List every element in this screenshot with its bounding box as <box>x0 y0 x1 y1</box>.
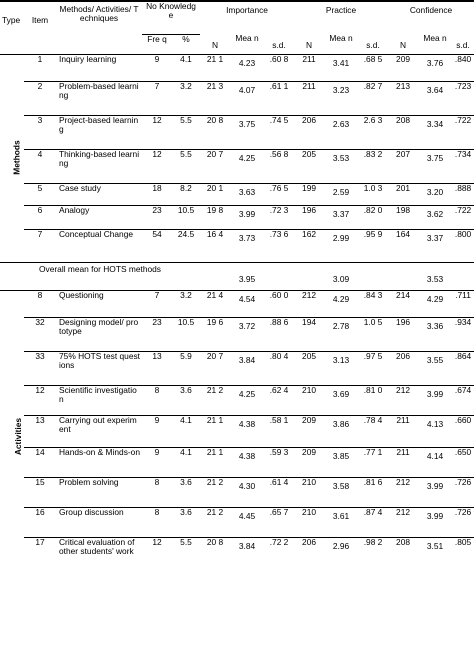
item-number: 17 <box>24 537 56 584</box>
importance-n-cell: 19 8 <box>200 205 230 229</box>
confidence-mean-cell: 4.14 <box>418 447 452 477</box>
practice-mean-cell: 2.59 <box>324 183 358 205</box>
confidence-mean-cell: 3.55 <box>418 351 452 385</box>
practice-n-cell: 211 <box>294 81 324 115</box>
table-row <box>0 229 474 262</box>
importance-n-cell: 20 7 <box>200 351 230 385</box>
practice-n-cell: 194 <box>294 317 324 351</box>
confidence-sd-cell: .734 <box>452 149 474 183</box>
item-number: 3 <box>24 115 56 149</box>
pct-cell: 24.5 <box>172 229 200 262</box>
freq-cell: 8 <box>142 385 172 415</box>
pct-cell: 5.9 <box>172 351 200 385</box>
practice-mean-cell: 3.61 <box>324 507 358 537</box>
importance-sd-cell: .76 5 <box>264 183 294 205</box>
technique-label: Carrying out experiment <box>56 415 142 447</box>
confidence-n-cell: 201 <box>388 183 418 205</box>
practice-sd-cell: 1.0 5 <box>358 317 388 351</box>
freq-cell: 23 <box>142 317 172 351</box>
freq-cell: 9 <box>142 447 172 477</box>
item-number: 5 <box>24 183 56 205</box>
practice-n-cell: 206 <box>294 537 324 584</box>
practice-n-cell: 212 <box>294 290 324 317</box>
overall-blank <box>264 262 294 290</box>
overall-row <box>0 262 474 290</box>
importance-sd-cell: .60 8 <box>264 54 294 81</box>
header-pra-mean: Mea n <box>329 34 353 43</box>
importance-sd-cell: .72 3 <box>264 205 294 229</box>
activities-label-text: Activities <box>13 417 24 455</box>
confidence-mean-cell: 3.99 <box>418 477 452 507</box>
practice-n-cell: 210 <box>294 507 324 537</box>
overall-practice-mean: 3.09 <box>324 262 358 290</box>
confidence-n-cell: 207 <box>388 149 418 183</box>
pct-cell: 3.2 <box>172 290 200 317</box>
item-number: 4 <box>24 149 56 183</box>
practice-sd-cell: .82 0 <box>358 205 388 229</box>
table-row <box>0 54 474 81</box>
importance-mean-cell: 3.75 <box>230 115 264 149</box>
confidence-sd-cell: .650 <box>452 447 474 477</box>
pct-cell: 5.5 <box>172 537 200 584</box>
pct-cell: 5.5 <box>172 149 200 183</box>
importance-mean-cell: 4.45 <box>230 507 264 537</box>
practice-mean-cell: 3.53 <box>324 149 358 183</box>
header-pra-sd: s.d. <box>366 40 380 50</box>
table-row <box>0 115 474 149</box>
overall-blank <box>294 262 324 290</box>
practice-sd-cell: .68 5 <box>358 54 388 81</box>
practice-mean-cell: 3.13 <box>324 351 358 385</box>
confidence-sd-cell: .800 <box>452 229 474 262</box>
practice-n-cell: 196 <box>294 205 324 229</box>
technique-label: Project-based learning <box>56 115 142 149</box>
confidence-n-cell: 212 <box>388 477 418 507</box>
practice-n-cell: 205 <box>294 351 324 385</box>
importance-sd-cell: .72 2 <box>264 537 294 584</box>
item-number: 14 <box>24 447 56 477</box>
table-row <box>0 385 474 415</box>
practice-sd-cell: .87 4 <box>358 507 388 537</box>
practice-mean-cell: 3.58 <box>324 477 358 507</box>
practice-sd-cell: .97 5 <box>358 351 388 385</box>
activities-group-label <box>0 417 24 455</box>
methods-group-cell <box>0 54 24 262</box>
practice-n-cell: 210 <box>294 385 324 415</box>
technique-label: 75% HOTS test questions <box>56 351 142 385</box>
importance-sd-cell: .59 3 <box>264 447 294 477</box>
item-number: 13 <box>24 415 56 447</box>
technique-label: Designing model/ prototype <box>56 317 142 351</box>
confidence-mean-cell: 3.64 <box>418 81 452 115</box>
practice-sd-cell: 1.0 3 <box>358 183 388 205</box>
item-number: 8 <box>24 290 56 317</box>
header-confidence: Confidence <box>388 1 474 34</box>
importance-mean-cell: 4.38 <box>230 415 264 447</box>
freq-cell: 13 <box>142 351 172 385</box>
confidence-mean-cell: 3.20 <box>418 183 452 205</box>
item-number: 32 <box>24 317 56 351</box>
confidence-sd-cell: .726 <box>452 477 474 507</box>
freq-cell: 12 <box>142 115 172 149</box>
practice-sd-cell: .78 4 <box>358 415 388 447</box>
overall-confidence-mean: 3.53 <box>418 262 452 290</box>
importance-n-cell: 21 4 <box>200 290 230 317</box>
header-pra-n: N <box>306 40 313 50</box>
practice-sd-cell: .84 3 <box>358 290 388 317</box>
confidence-mean-cell: 4.29 <box>418 290 452 317</box>
table-row <box>0 205 474 229</box>
practice-mean-cell: 2.78 <box>324 317 358 351</box>
confidence-sd-cell: .660 <box>452 415 474 447</box>
pct-cell: 3.6 <box>172 477 200 507</box>
importance-mean-cell: 4.23 <box>230 54 264 81</box>
freq-cell: 9 <box>142 54 172 81</box>
importance-mean-cell: 4.30 <box>230 477 264 507</box>
practice-n-cell: 211 <box>294 54 324 81</box>
practice-sd-cell: .82 7 <box>358 81 388 115</box>
importance-n-cell: 21 2 <box>200 385 230 415</box>
practice-sd-cell: .77 1 <box>358 447 388 477</box>
practice-n-cell: 210 <box>294 477 324 507</box>
confidence-mean-cell: 3.75 <box>418 149 452 183</box>
importance-mean-cell: 3.99 <box>230 205 264 229</box>
confidence-n-cell: 209 <box>388 54 418 81</box>
table-row <box>0 537 474 584</box>
item-number: 2 <box>24 81 56 115</box>
technique-label: Problem solving <box>56 477 142 507</box>
practice-n-cell: 205 <box>294 149 324 183</box>
practice-mean-cell: 3.23 <box>324 81 358 115</box>
technique-label: Scientific investigation <box>56 385 142 415</box>
table-row <box>0 81 474 115</box>
importance-sd-cell: .73 6 <box>264 229 294 262</box>
practice-mean-cell: 3.86 <box>324 415 358 447</box>
header-importance: Importance <box>200 1 294 34</box>
table-row <box>0 317 474 351</box>
item-number: 6 <box>24 205 56 229</box>
header-imp-sd: s.d. <box>272 40 286 50</box>
table-row <box>0 507 474 537</box>
overall-blank <box>358 262 388 290</box>
technique-label: Thinking-based learning <box>56 149 142 183</box>
overall-blank <box>200 262 230 290</box>
importance-n-cell: 20 8 <box>200 537 230 584</box>
confidence-n-cell: 196 <box>388 317 418 351</box>
technique-label: Critical evaluation of other students' work <box>56 537 142 584</box>
confidence-sd-cell: .840 <box>452 54 474 81</box>
confidence-n-cell: 198 <box>388 205 418 229</box>
freq-cell: 23 <box>142 205 172 229</box>
confidence-mean-cell: 3.99 <box>418 507 452 537</box>
confidence-mean-cell: 3.36 <box>418 317 452 351</box>
confidence-mean-cell: 3.34 <box>418 115 452 149</box>
table-row <box>0 477 474 507</box>
confidence-sd-cell: .723 <box>452 81 474 115</box>
table-row <box>0 447 474 477</box>
technique-label: Inquiry learning <box>56 54 142 81</box>
importance-mean-cell: 4.25 <box>230 385 264 415</box>
technique-label: Analogy <box>56 205 142 229</box>
importance-sd-cell: .80 4 <box>264 351 294 385</box>
methods-label-text: Methods <box>11 139 22 175</box>
pct-cell: 4.1 <box>172 54 200 81</box>
header-con-n: N <box>400 40 407 50</box>
overall-importance-mean: 3.95 <box>230 262 264 290</box>
importance-n-cell: 20 8 <box>200 115 230 149</box>
freq-cell: 12 <box>142 149 172 183</box>
confidence-n-cell: 213 <box>388 81 418 115</box>
table-row <box>0 415 474 447</box>
importance-sd-cell: .60 0 <box>264 290 294 317</box>
freq-cell: 18 <box>142 183 172 205</box>
confidence-sd-cell: .726 <box>452 507 474 537</box>
importance-mean-cell: 3.84 <box>230 351 264 385</box>
importance-sd-cell: .58 1 <box>264 415 294 447</box>
importance-n-cell: 16 4 <box>200 229 230 262</box>
confidence-n-cell: 211 <box>388 415 418 447</box>
confidence-mean-cell: 3.62 <box>418 205 452 229</box>
freq-cell: 7 <box>142 290 172 317</box>
importance-n-cell: 19 6 <box>200 317 230 351</box>
importance-sd-cell: .88 6 <box>264 317 294 351</box>
freq-cell: 9 <box>142 415 172 447</box>
header-con-mean: Mea n <box>423 34 447 43</box>
importance-n-cell: 20 1 <box>200 183 230 205</box>
header-pct: % <box>182 34 190 44</box>
technique-label: Problem-based learning <box>56 81 142 115</box>
practice-mean-cell: 3.69 <box>324 385 358 415</box>
importance-sd-cell: .62 4 <box>264 385 294 415</box>
header-row-1 <box>0 1 474 34</box>
importance-sd-cell: .56 8 <box>264 149 294 183</box>
overall-blank <box>388 262 418 290</box>
importance-mean-cell: 4.25 <box>230 149 264 183</box>
header-no-knowledge: No Knowledge <box>142 1 200 34</box>
practice-n-cell: 199 <box>294 183 324 205</box>
practice-mean-cell: 3.85 <box>324 447 358 477</box>
practice-sd-cell: .98 2 <box>358 537 388 584</box>
pct-cell: 3.6 <box>172 507 200 537</box>
practice-mean-cell: 4.29 <box>324 290 358 317</box>
overall-label: Overall mean for HOTS methods <box>0 262 200 290</box>
pct-cell: 10.5 <box>172 317 200 351</box>
header-freq: Fre q <box>147 34 167 44</box>
pct-cell: 3.6 <box>172 385 200 415</box>
importance-sd-cell: .74 5 <box>264 115 294 149</box>
importance-n-cell: 21 3 <box>200 81 230 115</box>
freq-cell: 8 <box>142 477 172 507</box>
technique-label: Questioning <box>56 290 142 317</box>
activities-group-cell <box>0 290 24 584</box>
importance-mean-cell: 3.72 <box>230 317 264 351</box>
pct-cell: 4.1 <box>172 415 200 447</box>
practice-n-cell: 162 <box>294 229 324 262</box>
header-type: Type <box>0 1 24 54</box>
practice-mean-cell: 3.41 <box>324 54 358 81</box>
table-row <box>0 290 474 317</box>
item-number: 12 <box>24 385 56 415</box>
overall-blank <box>452 262 474 290</box>
confidence-n-cell: 208 <box>388 115 418 149</box>
confidence-mean-cell: 3.51 <box>418 537 452 584</box>
importance-mean-cell: 4.38 <box>230 447 264 477</box>
confidence-mean-cell: 3.99 <box>418 385 452 415</box>
header-imp-mean: Mea n <box>235 34 259 43</box>
confidence-sd-cell: .934 <box>452 317 474 351</box>
freq-cell: 8 <box>142 507 172 537</box>
freq-cell: 7 <box>142 81 172 115</box>
technique-label: Case study <box>56 183 142 205</box>
header-con-sd: s.d. <box>456 40 470 50</box>
item-number: 33 <box>24 351 56 385</box>
importance-sd-cell: .65 7 <box>264 507 294 537</box>
confidence-sd-cell: .674 <box>452 385 474 415</box>
practice-n-cell: 206 <box>294 115 324 149</box>
confidence-sd-cell: .805 <box>452 537 474 584</box>
item-number: 16 <box>24 507 56 537</box>
pct-cell: 8.2 <box>172 183 200 205</box>
practice-mean-cell: 2.63 <box>324 115 358 149</box>
pct-cell: 4.1 <box>172 447 200 477</box>
importance-mean-cell: 4.07 <box>230 81 264 115</box>
practice-n-cell: 209 <box>294 415 324 447</box>
importance-n-cell: 21 2 <box>200 507 230 537</box>
practice-mean-cell: 2.96 <box>324 537 358 584</box>
confidence-n-cell: 212 <box>388 385 418 415</box>
header-item: Item <box>24 1 56 54</box>
importance-mean-cell: 3.84 <box>230 537 264 584</box>
confidence-sd-cell: .864 <box>452 351 474 385</box>
importance-n-cell: 21 1 <box>200 415 230 447</box>
confidence-n-cell: 211 <box>388 447 418 477</box>
confidence-sd-cell: .722 <box>452 115 474 149</box>
table-row <box>0 183 474 205</box>
importance-mean-cell: 3.63 <box>230 183 264 205</box>
technique-label: Hands-on & Minds-on <box>56 447 142 477</box>
pct-cell: 5.5 <box>172 115 200 149</box>
confidence-sd-cell: .722 <box>452 205 474 229</box>
importance-n-cell: 21 1 <box>200 54 230 81</box>
practice-sd-cell: .81 0 <box>358 385 388 415</box>
confidence-n-cell: 212 <box>388 507 418 537</box>
table-row <box>0 351 474 385</box>
importance-mean-cell: 4.54 <box>230 290 264 317</box>
confidence-n-cell: 206 <box>388 351 418 385</box>
confidence-sd-cell: .888 <box>452 183 474 205</box>
methods-group-label <box>0 139 24 175</box>
practice-sd-cell: .95 9 <box>358 229 388 262</box>
confidence-n-cell: 208 <box>388 537 418 584</box>
header-imp-n: N <box>211 40 219 50</box>
importance-n-cell: 21 1 <box>200 447 230 477</box>
confidence-mean-cell: 3.76 <box>418 54 452 81</box>
freq-cell: 12 <box>142 537 172 584</box>
technique-label: Conceptual Change <box>56 229 142 262</box>
practice-mean-cell: 3.37 <box>324 205 358 229</box>
table-row <box>0 149 474 183</box>
confidence-n-cell: 164 <box>388 229 418 262</box>
practice-sd-cell: 2.6 3 <box>358 115 388 149</box>
pct-cell: 3.2 <box>172 81 200 115</box>
practice-sd-cell: .83 2 <box>358 149 388 183</box>
confidence-sd-cell: .711 <box>452 290 474 317</box>
importance-n-cell: 21 2 <box>200 477 230 507</box>
header-methods: Methods/ Activities/ Techniques <box>56 1 142 54</box>
practice-n-cell: 209 <box>294 447 324 477</box>
confidence-mean-cell: 4.13 <box>418 415 452 447</box>
importance-mean-cell: 3.73 <box>230 229 264 262</box>
importance-sd-cell: .61 4 <box>264 477 294 507</box>
practice-sd-cell: .81 6 <box>358 477 388 507</box>
confidence-mean-cell: 3.37 <box>418 229 452 262</box>
item-number: 7 <box>24 229 56 262</box>
importance-n-cell: 20 7 <box>200 149 230 183</box>
technique-label: Group discussion <box>56 507 142 537</box>
item-number: 1 <box>24 54 56 81</box>
pct-cell: 10.5 <box>172 205 200 229</box>
item-number: 15 <box>24 477 56 507</box>
importance-sd-cell: .61 1 <box>264 81 294 115</box>
freq-cell: 54 <box>142 229 172 262</box>
header-practice: Practice <box>294 1 388 34</box>
confidence-n-cell: 214 <box>388 290 418 317</box>
practice-mean-cell: 2.99 <box>324 229 358 262</box>
